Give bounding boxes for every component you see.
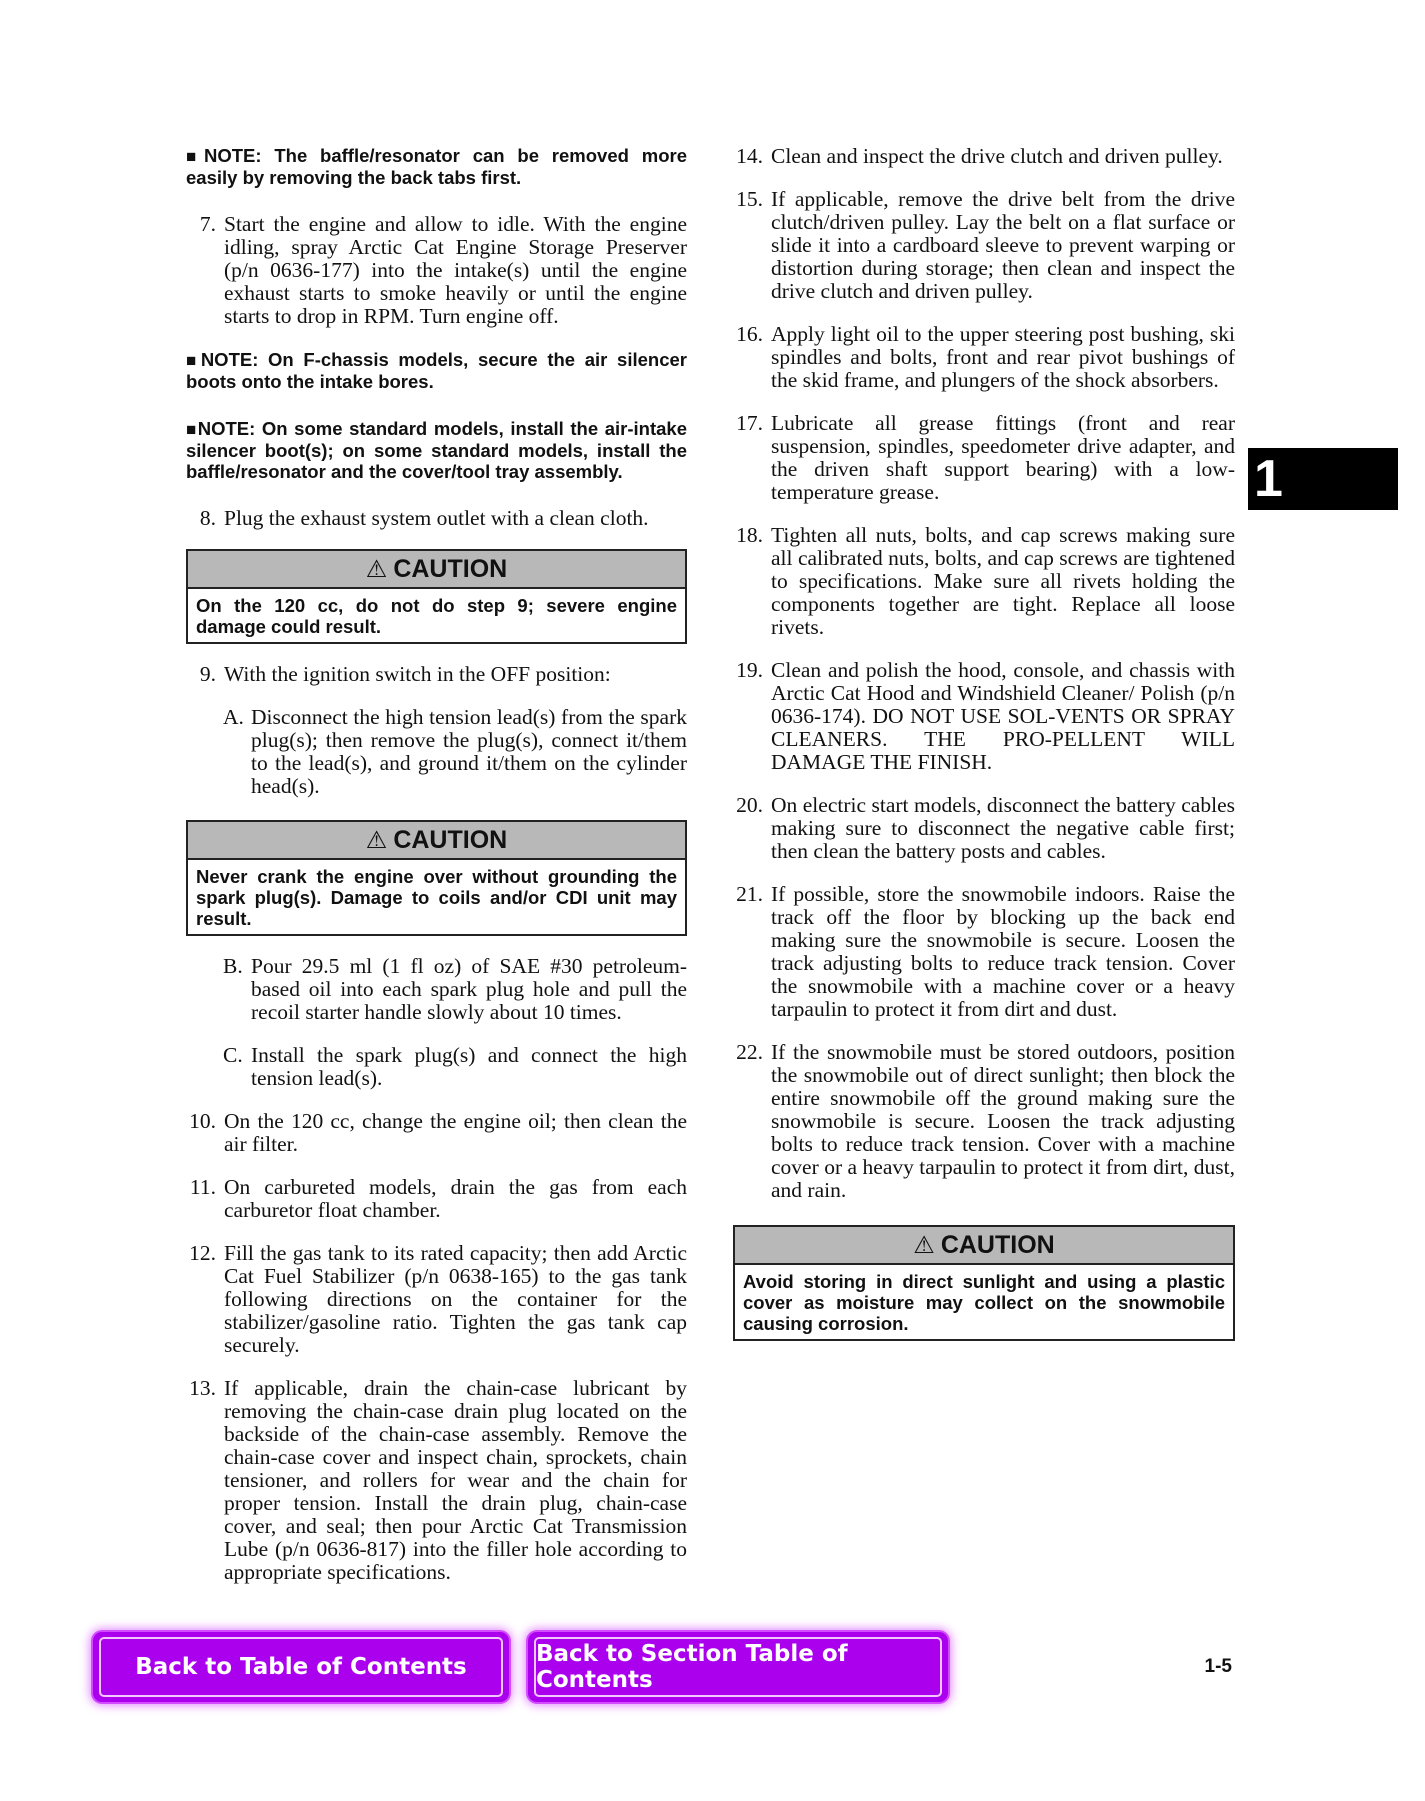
left-column [186,145,687,1584]
step-16: 16. Apply light oil to the upper steering post bushing, ski spindles and bolts, front and rear pivot bushings of the skid frame, and plungers of the shock absorbers. [736,322,1235,392]
step-11: 11. On carbureted models, drain the gas from each carburetor float chamber. [189,1175,687,1222]
step-14: 14. Clean and inspect the drive clutch and driven pulley. [736,144,1223,168]
step-18: 18. Tighten all nuts, bolts, and cap screws making sure all calibrated nuts, bolts, and cap screws are tightened to specifications. Make sure all rivets holding the components together are tight. Replace all loose rivets. [736,523,1235,639]
step-17: 17. Lubricate all grease fittings (front and rear suspension, spindles, speedometer drive adapter, and the driven shaft support bearing) with a low-temperature grease. [736,411,1235,504]
note-standard-models: ■NOTE: On some standard models, install the air-intake silencer boot(s); on some standard models, install the baffle/resonator and the cover/tool tray assembly. [186,418,687,482]
step-19: 19. Clean and polish the hood, console, and chassis with Arctic Cat Hood and Windshield Cleaner/ Polish (p/n 0636-174). DO NOT USE SOL-VENTS OR SPRAY CLEANERS. THE PRO-PELLENT WILL DAMAGE THE FINISH. [736,658,1235,774]
caution-text: On the 120 cc, do not do step 9; severe engine damage could result. [196,595,677,637]
warning-triangle-icon: ⚠ [913,1232,935,1259]
note-f-chassis: ■NOTE: On F-chassis models, secure the air silencer boots onto the intake bores. [186,349,687,392]
step-13: 13. If applicable, drain the chain-case lubricant by removing the chain-case drain plug located on the backside of the chain-case assembly. Remove the chain-case cover and inspect chain, sprockets, chain tensioner, and rollers for wear and the chain for proper tension. Install the drain plug, chain-case cover, and seal; then pour Arctic Cat Transmission Lube (p/n 0636-817) into the filler hole according to appropriate specifications. [189,1376,687,1584]
page-number: 1-5 [1204,1656,1232,1677]
step-15: 15. If applicable, remove the drive belt from the drive clutch/driven pulley. Lay the belt on a flat surface or slide it into a cardboard sleeve to prevent warping or distortion during storage; then clean and inspect the drive clutch and driven pulley. [736,187,1235,303]
caution-box-storage [733,1225,1235,1341]
square-bullet-icon: ■ [186,351,201,370]
step-9a: A. Disconnect the high tension lead(s) from the spark plug(s); then remove the plug(s), connect it/them to the lead(s), and ground it/them on the cylinder head(s). [223,705,687,798]
caution-header: ⚠ CAUTION [188,822,685,860]
note-baffle: ■NOTE: The baffle/resonator can be removed more easily by removing the back tabs first. [186,145,687,188]
back-to-toc-label: Back to Table of Contents [99,1637,503,1697]
step-12: 12. Fill the gas tank to its rated capacity; then add Arctic Cat Fuel Stabilizer (p/n 0638-165) to the gas tank following directions on the container for the stabilizer/gasoline ratio. Tighten the gas tank cap securely. [189,1241,687,1357]
step-10: 10. On the 120 cc, change the engine oil; then clean the air filter. [189,1109,687,1156]
square-bullet-icon: ■ [186,147,204,166]
step-20: 20. On electric start models, disconnect the battery cables making sure to disconnect the negative cable first; then clean the battery posts and cables. [736,793,1235,863]
caution-text: Never crank the engine over without grounding the spark plug(s). Damage to coils and/or CDI unit may result. [196,866,677,929]
step-9: 9. With the ignition switch in the OFF position: [199,662,611,686]
caution-box-grounding [186,820,687,936]
caution-box-step-9 [186,549,687,644]
caution-header: ⚠ CAUTION [735,1227,1233,1265]
back-to-section-toc-label: Back to Section Table of Contents [534,1637,942,1697]
section-tab: 1 [1248,448,1398,510]
back-to-section-toc-button[interactable] [528,1632,948,1702]
warning-triangle-icon: ⚠ [365,556,388,583]
back-to-toc-button[interactable] [93,1632,509,1702]
step-9b: B. Pour 29.5 ml (1 fl oz) of SAE #30 petroleum-based oil into each spark plug hole and pull the recoil starter handle slowly about 10 times. [223,954,687,1024]
step-7: 7. Start the engine and allow to idle. With the engine idling, spray Arctic Cat Engine Storage Preserver (p/n 0636-177) into the intake(s) until the engine exhaust starts to smoke heavily or until the engine starts to drop in RPM. Turn engine off. [199,212,687,328]
right-column [733,145,1235,1341]
step-9c: C. Install the spark plug(s) and connect the high tension lead(s). [223,1043,687,1090]
warning-triangle-icon: ⚠ [365,827,388,854]
step-8: 8. Plug the exhaust system outlet with a clean cloth. [199,506,649,530]
caution-header: ⚠ CAUTION [188,551,685,589]
step-21: 21. If possible, store the snowmobile indoors. Raise the track off the floor by blocking up the back end making sure the snowmobile is secure. Loosen the track adjusting bolts to reduce track tension. Cover the snowmobile with a machine cover or a heavy tarpaulin to protect it from dirt and dust. [736,882,1235,1021]
step-22: 22. If the snowmobile must be stored outdoors, position the snowmobile out of direct sunlight; then block the entire snowmobile off the ground making sure the snowmobile is secure. Loosen the track adjusting bolts to reduce track tension. Cover with a machine cover or a heavy tarpaulin to protect it from dirt, dust, and rain. [736,1040,1235,1202]
square-bullet-icon: ■ [186,420,198,439]
caution-text: Avoid storing in direct sunlight and using a plastic cover as moisture may collect on the snowmobile causing corrosion. [743,1271,1225,1334]
